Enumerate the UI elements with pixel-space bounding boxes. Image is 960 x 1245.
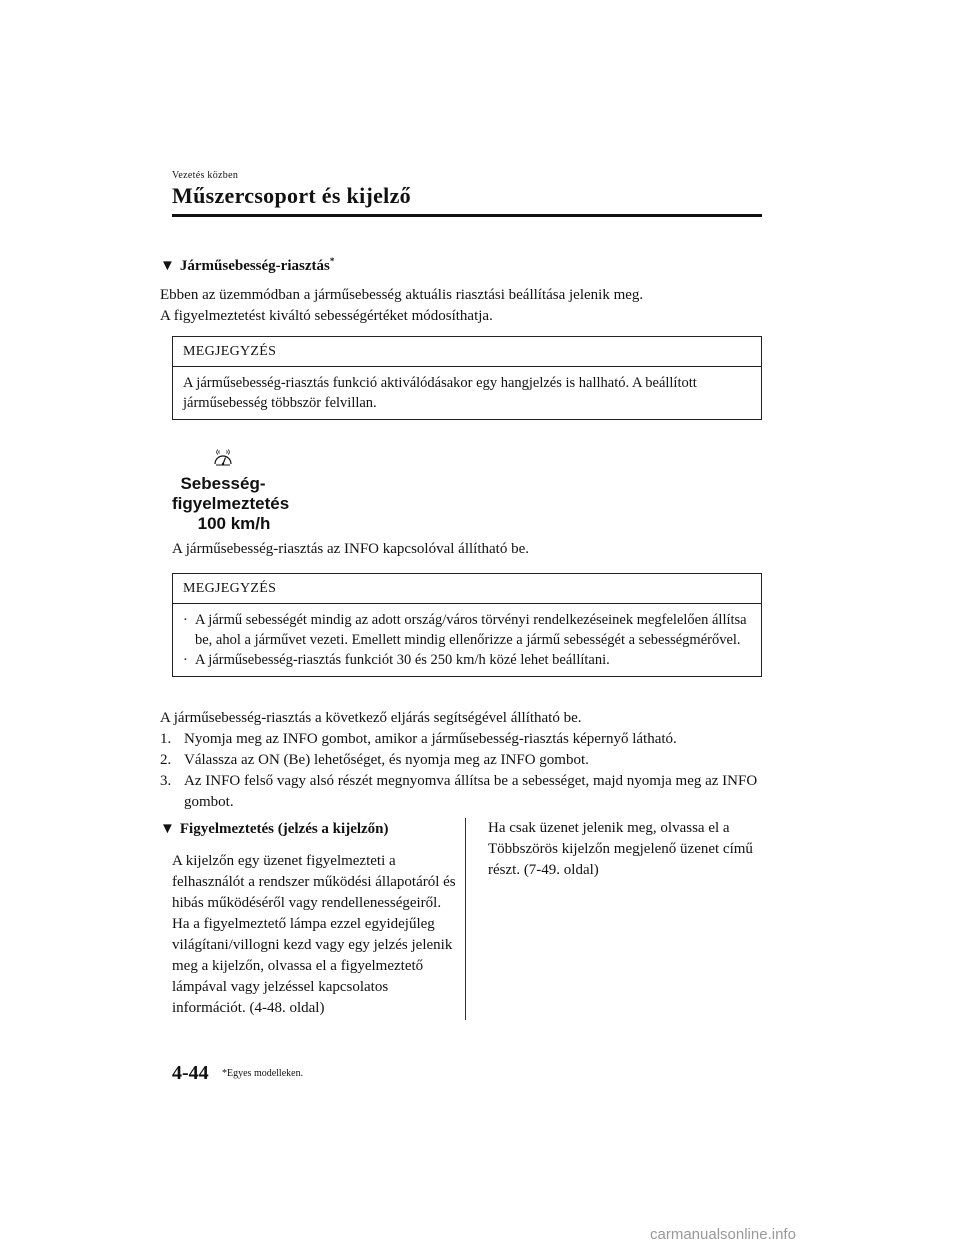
warning-heading-text: Figyelmeztetés (jelzés a kijelzőn)	[179, 821, 389, 837]
step-number: 1.	[160, 731, 172, 747]
section-triangle-icon: ▼	[160, 258, 175, 274]
procedure-step	[160, 750, 762, 771]
step-number: 2.	[160, 752, 172, 768]
intro-line: Ebben az üzemmódban a járműsebesség aktuális riasztási beállítása jelenik meg.	[160, 287, 644, 303]
page-number: 4-44	[172, 1062, 209, 1084]
speed-alarm-heading-text: Járműsebesség-riasztás	[179, 258, 330, 274]
step-text: Nyomja meg az INFO gombot, amikor a járműsebesség-riasztás képernyő látható.	[184, 731, 677, 747]
title-divider	[172, 214, 762, 217]
procedure-intro: A járműsebesség-riasztás a következő eljárás segítségével állítható be.	[160, 710, 582, 726]
step-text: Válassza az ON (Be) lehetőséget, és nyomja meg az INFO gombot.	[184, 752, 589, 768]
section-triangle-icon: ▼	[160, 821, 175, 837]
screen-label-line1: Sebesség-	[180, 474, 266, 493]
procedure-step	[160, 729, 762, 750]
adjust-text: A járműsebesség-riasztás az INFO kapcsolóval állítható be.	[172, 541, 529, 557]
footnote-marker: *	[329, 256, 335, 266]
warning-heading	[160, 821, 389, 838]
bullet-text: A járműsebesség-riasztás funkciót 30 és 250 km/h közé lehet beállítani.	[195, 652, 610, 668]
speed-warning-screen	[172, 448, 290, 534]
procedure-steps	[160, 729, 762, 813]
note-box	[172, 336, 762, 420]
speed-alarm-intro	[160, 285, 760, 327]
bullet-text: A jármű sebességét mindig az adott ország/város törvényi rendelkezéseinek megfelelően állítsa be, ahol a járművet vezeti. Emellett mindig ellenőrizze a jármű sebességét a sebességmérővel.	[195, 612, 747, 648]
warning-left-text: A kijelzőn egy üzenet figyelmezteti a felhasználót a rendszer működési állapotáról és hibás működéséről vagy rendellenességeiről. Ha a figyelmeztető lámpa ezzel egyidejűleg világítani/villogni kezd vagy egy jelzés jelenik meg a kijelzőn, olvassa el a figyelmeztető lámpával vagy jelzéssel kapcsolatos információt. (4-48. oldal)	[172, 853, 456, 1016]
screen-speed-value: 100 km/h	[197, 514, 271, 533]
procedure-step	[160, 771, 762, 813]
bullet-marker: ·	[183, 612, 188, 628]
speed-warning-icon	[172, 448, 274, 474]
speed-alarm-heading	[160, 256, 334, 275]
procedure	[160, 708, 762, 813]
screen-label-line2: figyelmeztetés	[172, 494, 290, 513]
note-label: MEGJEGYZÉS	[173, 574, 761, 604]
intro-line: A figyelmeztetést kiváltó sebességértéket módosíthatja.	[160, 308, 493, 324]
bullet-marker: ·	[183, 652, 188, 668]
note-bullet	[183, 610, 751, 650]
watermark: carmanualsonline.info	[650, 1226, 796, 1243]
footnote: *Egyes modelleken.	[222, 1068, 304, 1079]
section-label: Vezetés közben	[172, 170, 239, 181]
note-text: A járműsebesség-riasztás funkció aktiválódásakor egy hangjelzés is hallható. A beállított járműsebesség többször felvillan.	[183, 375, 697, 411]
page-title: Műszercsoport és kijelző	[172, 183, 411, 208]
column-divider	[465, 818, 466, 1020]
note-bullets	[173, 604, 761, 676]
note-bullet	[183, 650, 751, 670]
step-number: 3.	[160, 773, 172, 789]
step-text: Az INFO felső vagy alsó részét megnyomva állítsa be a sebességet, majd nyomja meg az INFO gombot.	[184, 773, 758, 810]
note-label: MEGJEGYZÉS	[173, 337, 761, 367]
note-box	[172, 573, 762, 677]
warning-right-text: Ha csak üzenet jelenik meg, olvassa el a Többszörös kijelzőn megjelenő üzenet című részt. (7-49. oldal)	[488, 820, 753, 878]
